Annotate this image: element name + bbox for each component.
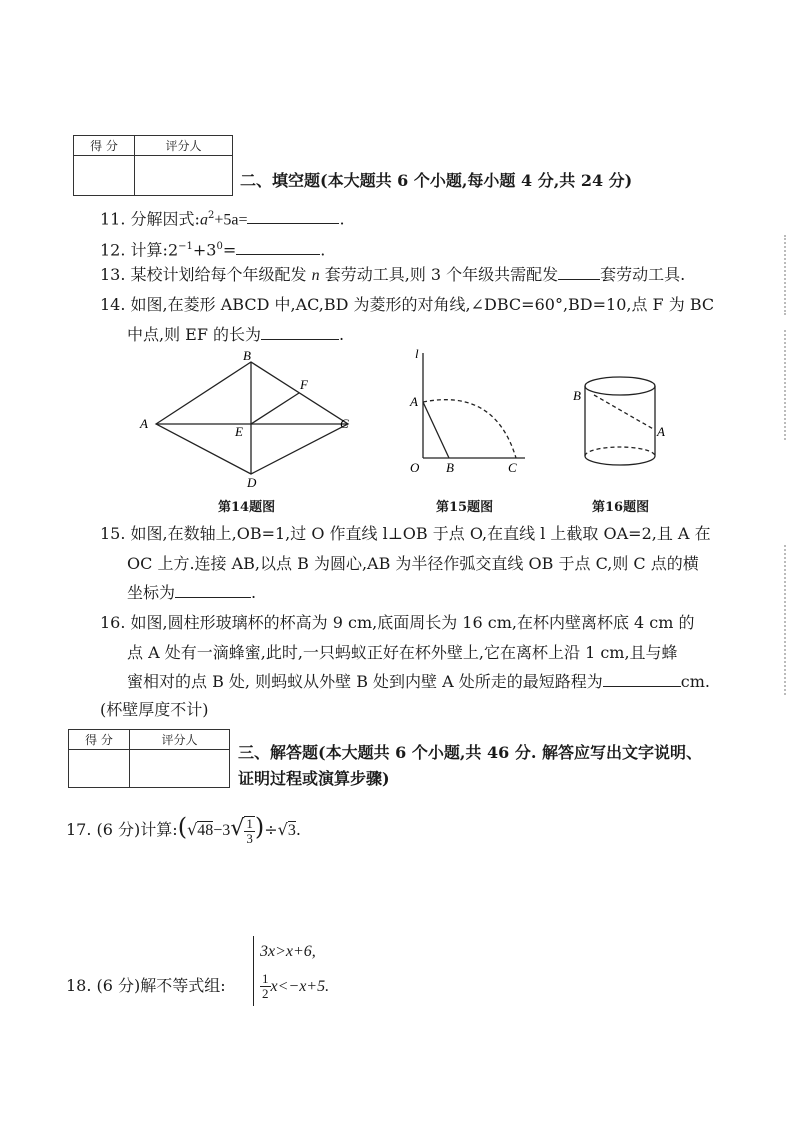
label-d: D: [247, 475, 257, 490]
question-15-line1: [100, 523, 711, 545]
label-a: A: [657, 424, 665, 439]
q18-number: 18.: [66, 976, 92, 995]
q17-radicand-48: 48: [197, 822, 214, 839]
label-c: C: [508, 460, 517, 475]
segment-ef: [251, 393, 299, 424]
score-header: 得 分: [74, 136, 135, 156]
segment-ab: [423, 402, 449, 458]
q15-text-line1: 如图,在数轴上,OB=1,过 O 作直线 l⊥OB 于点 O,在直线 l 上截取 OA=2,且 A 在: [130, 524, 711, 543]
q17-sqrt3: √3: [277, 820, 296, 839]
q13-number: 13.: [100, 265, 126, 284]
score-table-section2: [73, 135, 233, 196]
label-a: A: [410, 394, 418, 409]
q17-minus-3: −3: [213, 822, 231, 839]
q13-var-n: n: [311, 267, 320, 284]
figure-14-rhombus: [130, 350, 360, 490]
label-f: F: [300, 377, 308, 392]
q17-number: 17.: [66, 820, 92, 839]
q18-text: (6 分)解不等式组:: [96, 976, 226, 995]
q17-text: (6 分)计算:: [96, 820, 178, 839]
q12-answer-blank[interactable]: [236, 240, 320, 255]
question-16-line2: [127, 642, 678, 664]
q17-frac-denominator: 3: [246, 830, 253, 846]
q12-period: .: [320, 240, 326, 260]
figure-16-caption: 第16题图: [592, 500, 650, 515]
question-16-line3: [127, 671, 710, 693]
section2-heading: 二、填空题(本大题共 6 个小题,每小题 4 分,共 24 分): [240, 171, 633, 190]
q17-period: .: [295, 820, 301, 839]
q17-frac-numerator: 1: [246, 815, 253, 831]
label-o: O: [410, 460, 420, 475]
q18-inequality-1: [260, 940, 316, 963]
label-l: l: [415, 348, 419, 361]
section3-heading-line1: 三、解答题(本大题共 6 个小题,共 46 分. 解答应写出文字说明、: [238, 743, 702, 762]
q12-exponent-2: 0: [216, 241, 223, 252]
question-12: [100, 236, 325, 261]
score-header: 得 分: [69, 730, 130, 750]
score-table-section3: [68, 729, 230, 788]
grader-header: 评分人: [130, 730, 230, 750]
q16-unit: cm.: [680, 672, 710, 691]
q11-exponent: 2: [207, 210, 215, 221]
score-cell[interactable]: [74, 156, 135, 196]
q18-ineq1-text: 3x>x+6,: [260, 943, 316, 960]
question-15-line3: [127, 582, 256, 604]
q18-frac-denominator: 2: [262, 986, 269, 1001]
q14-answer-blank[interactable]: [261, 325, 339, 340]
q15-period: .: [251, 583, 257, 602]
q12-number: 12.: [100, 240, 126, 260]
question-17: [66, 812, 301, 846]
q11-var-a: a: [199, 211, 208, 229]
question-13: [100, 264, 685, 287]
q16-text-line3: 蜜相对的点 B 处, 则蚂蚁从外壁 B 处到内壁 A 处所走的最短路程为: [127, 672, 603, 691]
q12-exponent-1: −1: [178, 241, 193, 252]
q16-answer-blank[interactable]: [603, 672, 681, 687]
section3-heading-line2: 证明过程或演算步骤): [238, 769, 390, 788]
q17-sqrt-sign: √: [230, 816, 245, 841]
path-ba: [594, 395, 655, 430]
question-16-line4: [100, 699, 209, 721]
q12-text: 计算:2: [130, 240, 179, 260]
grader-cell[interactable]: [130, 750, 230, 788]
q18-frac-numerator: 1: [262, 971, 269, 986]
label-a: A: [140, 416, 148, 431]
q13-answer-blank[interactable]: [558, 265, 600, 280]
label-b: B: [446, 460, 454, 475]
question-14-line1: [100, 294, 714, 316]
q16-text-line4: (杯壁厚度不计): [100, 700, 209, 719]
question-16-line1: [100, 612, 695, 634]
question-18: [66, 975, 226, 997]
q17-radicand-3: 3: [287, 822, 296, 839]
question-14-line2: [127, 324, 344, 346]
q11-answer-blank[interactable]: [247, 209, 339, 224]
label-c: C: [340, 416, 349, 431]
figure-14-caption: 第14题图: [218, 500, 276, 515]
score-cell[interactable]: [69, 750, 130, 788]
q13-text-a: 某校计划给每个年级配发: [130, 265, 312, 284]
q15-number: 15.: [100, 524, 126, 543]
q13-text-c: 套劳动工具.: [600, 265, 686, 284]
q13-text-b: 套劳动工具,则 3 个年级共需配发: [319, 265, 559, 284]
arc-ac: [423, 400, 516, 458]
q17-divide: ÷: [264, 820, 278, 839]
grader-header: 评分人: [135, 136, 233, 156]
q16-text-line2: 点 A 处有一滴蜂蜜,此时,一只蚂蚁正好在杯外壁上,它在离杯上沿 1 cm,且与蜂: [127, 643, 678, 662]
figure-15-arc: [400, 348, 540, 476]
q14-period: .: [339, 325, 345, 344]
label-b: B: [243, 350, 251, 363]
q16-number: 16.: [100, 613, 126, 632]
q16-text-line1: 如图,圆柱形玻璃杯的杯高为 9 cm,底面周长为 16 cm,在杯内壁离杯底 4 cm 的: [130, 613, 695, 632]
q11-number: 11.: [100, 209, 126, 229]
rhombus-outline: [156, 362, 348, 474]
q17-sqrt48: √48: [187, 820, 214, 839]
q14-number: 14.: [100, 295, 126, 314]
grader-cell[interactable]: [135, 156, 233, 196]
q12-mid: +3: [192, 240, 217, 260]
figure-16-cylinder: [570, 370, 680, 480]
q15-text-line2: OC 上方.连接 AB,以点 B 为圆心,AB 为半径作弧交直线 OB 于点 C,则 C 点的横: [127, 554, 699, 573]
binding-dots-top: [784, 235, 788, 315]
label-b: B: [573, 388, 581, 403]
q18-system-brace: [253, 936, 254, 1006]
q17-fraction: [244, 816, 255, 846]
q14-text-line2: 中点,则 EF 的长为: [127, 325, 262, 344]
q11-period: .: [339, 209, 345, 229]
question-11: [100, 205, 345, 231]
binding-dots-low: [784, 545, 788, 695]
cylinder-bottom-back: [585, 447, 655, 456]
q11-text: 分解因式:: [130, 209, 200, 229]
q12-equals: =: [222, 240, 237, 260]
binding-dots-middle: [784, 330, 788, 440]
figure-15-caption: 第15题图: [436, 500, 494, 515]
cylinder-top: [585, 377, 655, 395]
q18-fraction: [260, 972, 271, 1001]
q17-right-paren: ): [254, 813, 265, 841]
q14-text-line1: 如图,在菱形 ABCD 中,AC,BD 为菱形的对角线,∠DBC=60°,BD=10,点 F 为 BC: [130, 295, 715, 314]
q18-inequality-2: [260, 972, 329, 1001]
q15-text-line3: 坐标为: [127, 583, 176, 602]
q17-left-paren: (: [177, 813, 188, 841]
question-15-line2: [127, 553, 699, 575]
q11-expr: +5a=: [214, 211, 248, 229]
cylinder-bottom-front: [585, 456, 655, 465]
q15-answer-blank[interactable]: [175, 583, 251, 598]
q18-ineq2-text: x<−x+5.: [270, 978, 330, 995]
label-e: E: [235, 424, 243, 439]
